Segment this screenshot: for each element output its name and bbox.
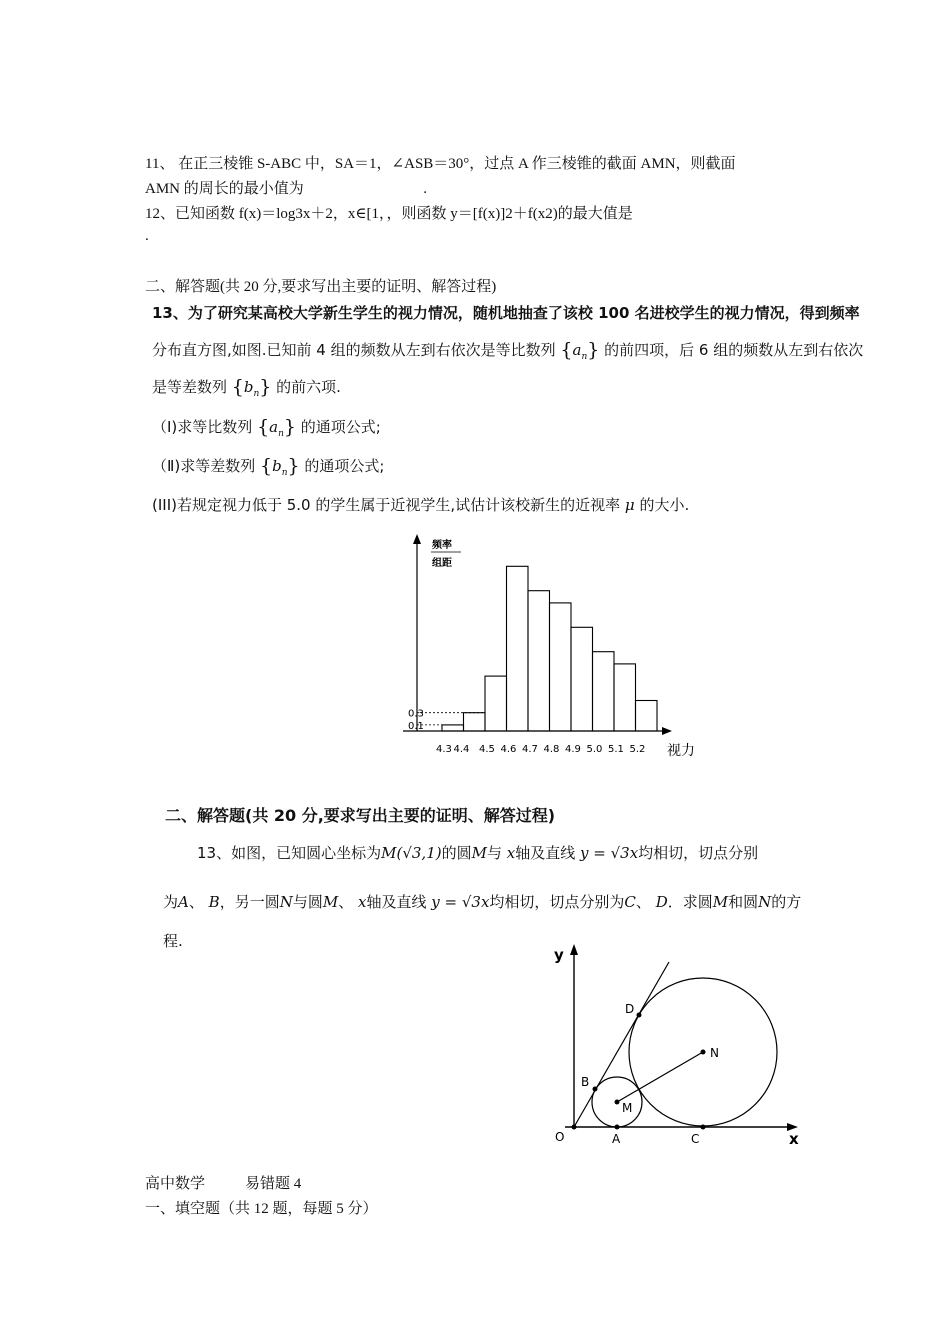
q13b-line2-e: 均相切，切点分别为 — [489, 893, 625, 911]
label-x: x — [789, 1130, 799, 1148]
label-b: B — [581, 1075, 590, 1089]
separator: 、 — [188, 893, 204, 911]
label-o: O — [555, 1130, 565, 1144]
x-tick-label: 4.8 — [543, 744, 560, 755]
q13a-line2-post: 的前四项，后 6 组的频数从左到右依次 — [604, 341, 864, 359]
point-d-dot — [637, 1013, 642, 1018]
x-symbol: x — [506, 844, 516, 862]
open-paren: ( — [396, 844, 403, 862]
y-axis-arrow-icon — [570, 944, 578, 955]
q13a-line3-post: 的前六项. — [276, 378, 341, 396]
seq-a-subscript: n — [581, 352, 588, 362]
circles-figure — [545, 938, 815, 1150]
circle-m-label: M — [381, 844, 397, 862]
q12-line2: . — [145, 228, 149, 244]
label-n: N — [710, 1046, 719, 1060]
q13a-part2-post: 的通项公式; — [304, 457, 385, 475]
q13a-line3 — [152, 376, 341, 399]
q13a-part3 — [152, 494, 689, 515]
q11-line2-end: . — [423, 181, 428, 197]
label-c: C — [691, 1132, 700, 1146]
x-tick-label: 5.2 — [629, 744, 646, 755]
point-c-dot — [701, 1125, 706, 1130]
seq-b-symbol: b — [243, 378, 254, 396]
q13b-line1-b: 的圆 — [441, 844, 472, 862]
seq-b-subscript: n — [281, 468, 288, 478]
x-tick-label: 5.0 — [586, 744, 603, 755]
histogram-bar — [550, 603, 572, 731]
x-axis-arrow-icon — [662, 727, 672, 735]
histogram-bar — [636, 701, 658, 732]
origin-dot — [572, 1125, 577, 1130]
q11-line2 — [145, 177, 427, 198]
circle-m-label-4: M — [712, 893, 729, 911]
x-tick-label: 4.5 — [479, 744, 495, 755]
footer-title: 高中数学 — [145, 1176, 206, 1192]
brace-open: { — [231, 376, 244, 398]
seq-a-subscript: n — [278, 429, 284, 439]
seq-b-subscript: n — [253, 389, 260, 399]
x-tick-label: 4.4 — [453, 744, 470, 755]
x-tick-label: 4.3 — [436, 744, 452, 755]
q13b-line1-c: 与 — [486, 844, 502, 862]
label-a: A — [612, 1132, 621, 1146]
seq-a-symbol: a — [572, 341, 582, 359]
x-tick-label: 5.1 — [608, 744, 624, 755]
line-equation: y = √3x — [580, 844, 639, 862]
y-tick-label: 0.3 — [408, 708, 424, 720]
circle-m-label-2: M — [471, 844, 487, 862]
footer-subtitle: 易错题 4 — [245, 1176, 302, 1192]
q13a-part1 — [152, 416, 381, 439]
x-symbol-2: x — [358, 893, 367, 911]
q13a-line2-pre: 分布直方图,如图.已知前 4 组的频数从左到右依次是等比数列 — [152, 341, 556, 359]
point-m-dot — [615, 1100, 620, 1105]
q13b-line3: 程. — [163, 932, 183, 950]
q13b-line2-a: 为 — [163, 893, 179, 911]
brace-open: { — [257, 416, 270, 438]
q13a-part3-post: 的大小. — [639, 496, 690, 514]
point-d: D — [655, 893, 668, 911]
q13b-line2-f: ．求圆 — [667, 893, 713, 911]
seq-b-symbol: b — [272, 457, 282, 475]
point-c: C — [624, 893, 636, 911]
point-n-dot — [701, 1050, 706, 1055]
y-label-bottom: 组距 — [432, 558, 452, 569]
y-axis-arrow-icon — [413, 534, 421, 544]
separator: 、 — [338, 893, 354, 911]
seq-a-symbol: a — [269, 418, 279, 436]
q13a-part2-pre: （Ⅱ)求等差数列 — [152, 457, 256, 475]
histogram-bar — [464, 713, 486, 731]
y-label-top: 频率 — [432, 540, 452, 551]
q13b-line1-e: 均相切，切点分别 — [638, 844, 759, 862]
q13b-line2-h: 的方 — [771, 893, 802, 911]
point-rest: ,1) — [421, 844, 442, 862]
circle-m-label-3: M — [322, 893, 339, 911]
q11-line2-text: AMN 的周长的最小值为 — [145, 181, 304, 197]
point-b: B — [208, 893, 220, 911]
q13a-part2 — [152, 455, 384, 478]
section2-heading-bold: 二、解答题(共 20 分,要求写出主要的证明、解答过程) — [165, 806, 556, 825]
q13a-line3-pre: 是等差数列 — [152, 378, 228, 396]
x-axis-label: 视力 — [667, 743, 695, 759]
brace-open: { — [560, 339, 573, 361]
brace-close: } — [587, 339, 600, 361]
histogram-bar — [442, 725, 464, 731]
q13b-line2-d: 轴及直线 — [366, 893, 427, 911]
q13b-line1 — [197, 842, 758, 863]
circle-n-label: N — [279, 893, 293, 911]
footer-title-line — [145, 1172, 301, 1193]
label-m: M — [622, 1101, 633, 1115]
q13b-line2-g: 和圆 — [728, 893, 759, 911]
point-b-dot — [593, 1087, 598, 1092]
q13a-part1-pre: （Ⅰ)求等比数列 — [152, 418, 253, 436]
histogram-bar — [528, 591, 550, 731]
histogram-chart — [395, 528, 725, 764]
brace-open: { — [260, 455, 273, 477]
q13a-part3-pre: (III)若规定视力低于 5.0 的学生属于近视学生,试估计该校新生的近视率 — [152, 496, 621, 514]
histogram-bar — [571, 627, 593, 731]
circle-n-label-2: N — [758, 893, 772, 911]
q13b-line2 — [163, 891, 801, 912]
q13b-line1-a: 13、如图，已知圆心坐标为 — [197, 844, 382, 862]
point-a-dot — [615, 1125, 620, 1130]
brace-close: } — [259, 376, 272, 398]
y-tick-label: 0.1 — [408, 720, 424, 732]
histogram-bar — [593, 652, 615, 731]
q13b-line2-c: 与圆 — [292, 893, 323, 911]
q13a-line1 — [152, 302, 860, 323]
line-equation-2: y = √3x — [431, 893, 490, 911]
footer-section1: 一、填空题（共 12 题，每题 5 分） — [145, 1201, 378, 1217]
q13a-part1-post: 的通项公式; — [300, 418, 381, 436]
brace-close: } — [287, 455, 300, 477]
q13b-line2-b: ，另一圆 — [219, 893, 280, 911]
point-a: A — [178, 893, 189, 911]
q13a-line1-text: 13、为了研究某高校大学新生学生的视力情况，随机地抽查了该校 100 名进校学生的视力情况，得到频率 — [152, 304, 860, 322]
label-y: y — [554, 946, 564, 964]
section2-heading-plain: 二、解答题(共 20 分,要求写出主要的证明、解答过程) — [145, 279, 497, 295]
x-tick-label: 4.7 — [522, 744, 538, 755]
label-d: D — [625, 1002, 635, 1016]
brace-close: } — [283, 416, 296, 438]
mu-symbol: μ — [624, 496, 635, 514]
x-tick-label: 4.6 — [500, 744, 517, 755]
separator: 、 — [635, 893, 651, 911]
histogram-bar — [485, 676, 507, 731]
x-tick-label: 4.9 — [565, 744, 581, 755]
q12-line1: 12、已知函数 f(x)＝log3x＋2，x∈[1，，则函数 y＝[f(x)]2＋f(x2)的最大值是 — [145, 206, 633, 222]
q13a-line2 — [152, 339, 863, 362]
histogram-bar — [614, 664, 636, 731]
sqrt3-value: √3 — [402, 844, 422, 862]
histogram-bar — [507, 566, 529, 731]
q11-line1: 11、 在正三棱锥 S-ABC 中，SA＝1，∠ASB＝30°，过点 A 作三棱锥的截面 AMN，则截面 — [145, 156, 736, 172]
q13b-line1-d: 轴及直线 — [515, 844, 576, 862]
